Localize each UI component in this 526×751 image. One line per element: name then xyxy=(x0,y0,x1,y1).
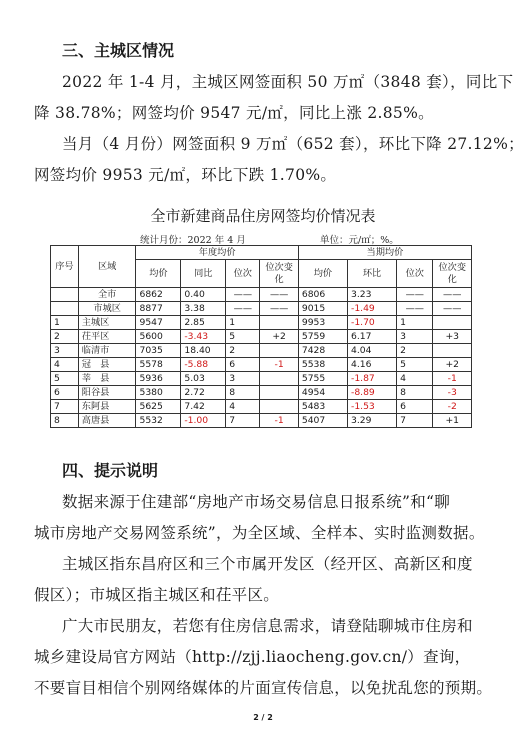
cell-region: 莘 县 xyxy=(78,372,136,386)
header-month-rank: 位次 xyxy=(397,260,433,288)
cell-m-avg: 7428 xyxy=(298,344,347,358)
header-year: 年度均价 xyxy=(136,246,298,260)
cell-m-avg: 4954 xyxy=(298,386,347,400)
cell-m-rank: 1 xyxy=(397,316,433,330)
cell-y-avg: 5380 xyxy=(136,386,181,400)
cell-m-avg: 5407 xyxy=(298,414,347,428)
stat-month: 统计月份：2022 年 4 月 xyxy=(140,235,246,246)
section4-para3-line1: 广大市民朋友，若您有住房信息需求，请登陆聊城市住房和 xyxy=(62,617,473,635)
cell-y-chg xyxy=(260,372,298,386)
cell-m-mom: 3.29 xyxy=(348,414,397,428)
cell-m-mom: 4.04 xyxy=(348,344,397,358)
cell-m-mom: -8.89 xyxy=(348,386,397,400)
cell-no: 3 xyxy=(51,344,79,358)
cell-y-yoy: 5.03 xyxy=(181,372,226,386)
cell-m-mom: 3.23 xyxy=(348,288,397,302)
cell-y-yoy: 2.85 xyxy=(181,316,226,330)
header-year-avg: 均价 xyxy=(136,260,181,288)
cell-y-avg: 6862 xyxy=(136,288,181,302)
cell-y-yoy: 2.72 xyxy=(181,386,226,400)
unit-label: 单位：元/㎡；%。 xyxy=(320,235,399,246)
header-month-rankchg: 位次变化 xyxy=(433,260,472,288)
cell-no xyxy=(51,288,79,302)
cell-no: 6 xyxy=(51,386,79,400)
cell-y-avg: 5578 xyxy=(136,358,181,372)
table-row xyxy=(51,386,472,400)
cell-m-chg xyxy=(433,344,472,358)
cell-m-mom: 6.17 xyxy=(348,330,397,344)
cell-y-avg: 8877 xyxy=(136,302,181,316)
cell-y-chg xyxy=(260,344,298,358)
cell-y-chg xyxy=(260,386,298,400)
section4-para3-line2: 城乡建设局官方网站（http://zjj.liaocheng.gov.cn/）查询， xyxy=(34,648,471,666)
cell-y-rank: 3 xyxy=(226,372,260,386)
cell-y-rank: 1 xyxy=(226,316,260,330)
page-number: 2 / 2 xyxy=(253,713,273,722)
cell-m-avg: 5538 xyxy=(298,358,347,372)
cell-m-avg: 5483 xyxy=(298,400,347,414)
section3-heading: 三、主城区情况 xyxy=(62,41,175,60)
cell-y-avg: 5625 xyxy=(136,400,181,414)
section4-para2-line1: 主城区指东昌府区和三个市属开发区（经开区、高新区和度 xyxy=(62,555,473,573)
cell-y-avg: 7035 xyxy=(136,344,181,358)
section3-para1-line1: 2022 年 1-4 月，主城区网签面积 50 万㎡（3848 套），同比下 xyxy=(62,73,514,91)
cell-m-avg: 9953 xyxy=(298,316,347,330)
cell-m-rank: 2 xyxy=(397,344,433,358)
cell-m-mom: -1.49 xyxy=(348,302,397,316)
cell-m-rank: —— xyxy=(397,302,433,316)
cell-y-avg: 5532 xyxy=(136,414,181,428)
cell-y-yoy: -3.43 xyxy=(181,330,226,344)
cell-y-chg xyxy=(260,400,298,414)
cell-m-mom: 4.16 xyxy=(348,358,397,372)
table-row xyxy=(51,288,472,302)
cell-region: 全市 xyxy=(78,288,136,302)
cell-m-rank: 5 xyxy=(397,358,433,372)
cell-m-chg: -3 xyxy=(433,386,472,400)
header-month-avg: 均价 xyxy=(298,260,347,288)
cell-y-rank: 4 xyxy=(226,400,260,414)
cell-m-avg: 5759 xyxy=(298,330,347,344)
table-row xyxy=(51,344,472,358)
header-year-rankchg: 位次变化 xyxy=(260,260,298,288)
cell-region: 冠 县 xyxy=(78,358,136,372)
table-row xyxy=(51,316,472,330)
cell-y-yoy: 3.38 xyxy=(181,302,226,316)
cell-y-rank: 2 xyxy=(226,344,260,358)
cell-y-yoy: 0.40 xyxy=(181,288,226,302)
cell-y-avg: 5600 xyxy=(136,330,181,344)
cell-no: 8 xyxy=(51,414,79,428)
table-row xyxy=(51,400,472,414)
section4-para2-line2: 假区）；市城区指主城区和茌平区。 xyxy=(34,586,280,604)
cell-region: 东阿县 xyxy=(78,400,136,414)
cell-m-chg: —— xyxy=(433,288,472,302)
cell-y-chg: -1 xyxy=(260,414,298,428)
cell-m-chg: —— xyxy=(433,302,472,316)
cell-region: 阳谷县 xyxy=(78,386,136,400)
cell-region: 茌平区 xyxy=(78,330,136,344)
cell-m-avg: 5755 xyxy=(298,372,347,386)
cell-y-chg: -1 xyxy=(260,358,298,372)
table-row xyxy=(51,372,472,386)
table-row xyxy=(51,330,472,344)
cell-y-rank: 5 xyxy=(226,330,260,344)
table-row xyxy=(51,414,472,428)
cell-m-chg: -1 xyxy=(433,372,472,386)
cell-y-chg: +2 xyxy=(260,330,298,344)
header-month: 当期均价 xyxy=(298,246,471,260)
section3-para2-line2: 网签均价 9953 元/㎡，环比下跌 1.70%。 xyxy=(34,166,337,184)
cell-y-rank: —— xyxy=(226,302,260,316)
section4-para1-line1: 数据来源于住建部“房地产市场交易信息日报系统”和“聊 xyxy=(62,493,451,511)
cell-y-yoy: -5.88 xyxy=(181,358,226,372)
cell-m-rank: 3 xyxy=(397,330,433,344)
cell-m-rank: —— xyxy=(397,288,433,302)
cell-m-mom: -1.70 xyxy=(348,316,397,330)
cell-region: 高唐县 xyxy=(78,414,136,428)
header-year-rank: 位次 xyxy=(226,260,260,288)
cell-m-avg: 9015 xyxy=(298,302,347,316)
cell-m-chg: +2 xyxy=(433,358,472,372)
cell-y-chg: —— xyxy=(260,302,298,316)
cell-y-yoy: 7.42 xyxy=(181,400,226,414)
cell-y-rank: 6 xyxy=(226,358,260,372)
section3-para2-line1: 当月（4 月份）网签面积 9 万㎡（652 套），环比下降 27.12%； xyxy=(62,135,524,153)
cell-y-yoy: 18.40 xyxy=(181,344,226,358)
cell-no: 7 xyxy=(51,400,79,414)
cell-region: 临清市 xyxy=(78,344,136,358)
section4-heading: 四、提示说明 xyxy=(62,461,159,480)
cell-m-rank: 4 xyxy=(397,372,433,386)
cell-m-chg: +1 xyxy=(433,414,472,428)
cell-y-yoy: -1.00 xyxy=(181,414,226,428)
cell-m-avg: 6806 xyxy=(298,288,347,302)
cell-y-rank: 7 xyxy=(226,414,260,428)
table-row xyxy=(51,302,472,316)
cell-m-chg: +3 xyxy=(433,330,472,344)
cell-no: 1 xyxy=(51,316,79,330)
cell-m-chg xyxy=(433,316,472,330)
cell-region: 主城区 xyxy=(78,316,136,330)
cell-y-chg xyxy=(260,316,298,330)
cell-no xyxy=(51,302,79,316)
cell-y-avg: 5936 xyxy=(136,372,181,386)
cell-no: 2 xyxy=(51,330,79,344)
cell-m-rank: 6 xyxy=(397,400,433,414)
section4-para1-line2: 城市房地产交易网签系统”，为全区域、全样本、实时监测数据。 xyxy=(34,524,485,542)
cell-y-rank: 8 xyxy=(226,386,260,400)
header-seq: 序号 xyxy=(51,246,79,288)
cell-m-chg: -2 xyxy=(433,400,472,414)
table-title: 全市新建商品住房网签均价情况表 xyxy=(150,207,376,225)
section4-para3-line3: 不要盲目相信个别网络媒体的片面宣传信息，以免扰乱您的预期。 xyxy=(34,679,493,697)
cell-m-rank: 8 xyxy=(397,386,433,400)
cell-m-rank: 7 xyxy=(397,414,433,428)
cell-y-avg: 9547 xyxy=(136,316,181,330)
cell-y-chg: —— xyxy=(260,288,298,302)
header-region: 区域 xyxy=(78,246,136,288)
cell-m-mom: -1.53 xyxy=(348,400,397,414)
section3-para1-line2: 降 38.78%；网签均价 9547 元/㎡，同比上涨 2.85%。 xyxy=(34,104,434,122)
cell-region: 市城区 xyxy=(78,302,136,316)
header-month-mom: 环比 xyxy=(348,260,397,288)
cell-no: 5 xyxy=(51,372,79,386)
table-row xyxy=(51,358,472,372)
cell-m-mom: -1.87 xyxy=(348,372,397,386)
header-year-yoy: 同比 xyxy=(181,260,226,288)
cell-y-rank: —— xyxy=(226,288,260,302)
price-table xyxy=(50,245,472,428)
cell-no: 4 xyxy=(51,358,79,372)
